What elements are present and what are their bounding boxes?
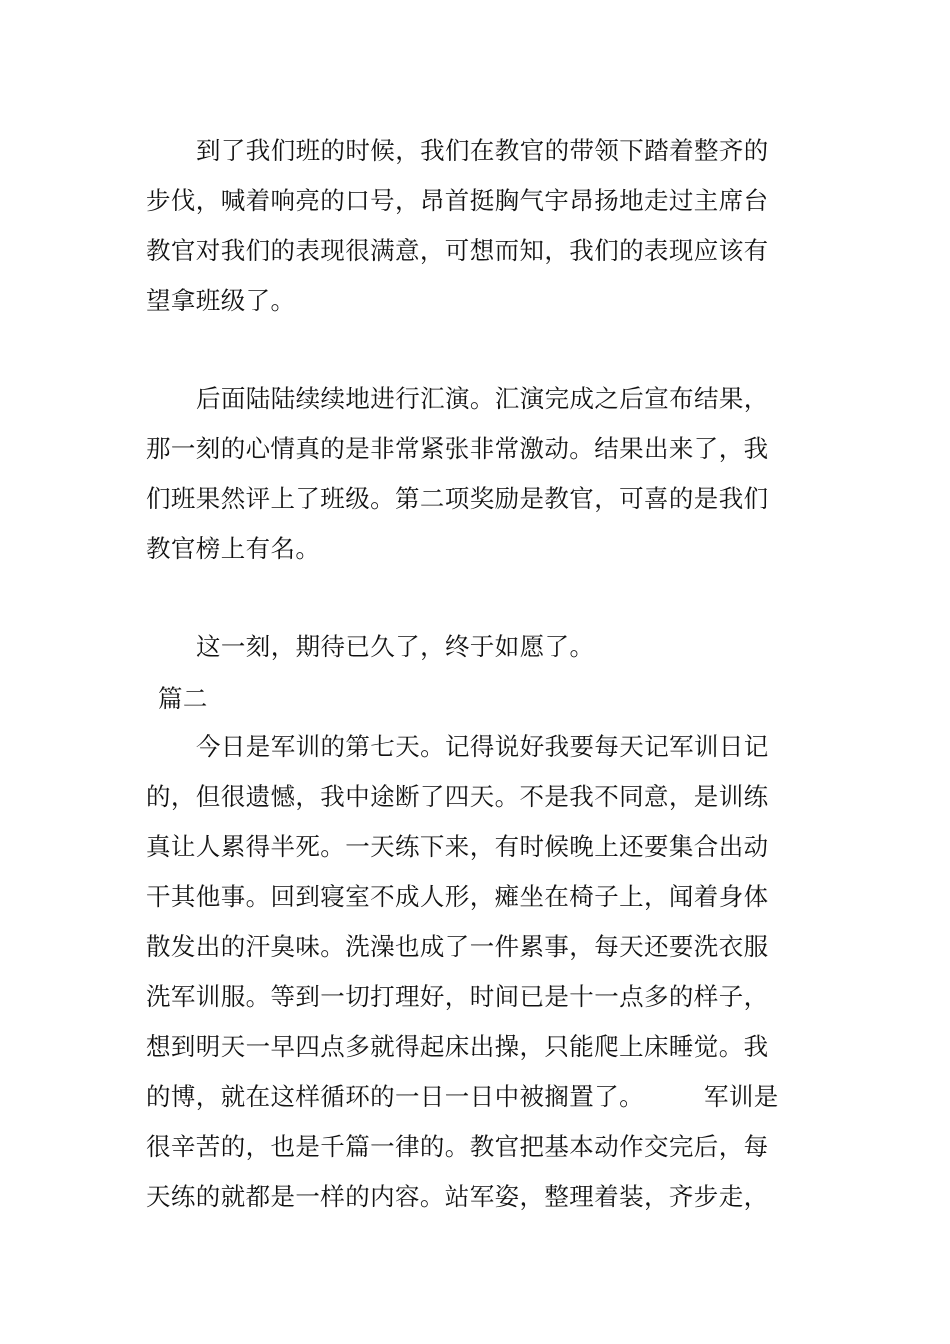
- section-two-line-8: [146, 1082, 806, 1112]
- section-two-line-7: 想到明天一早四点多就得起床出操，只能爬上床睡觉。我: [146, 1032, 769, 1061]
- section-two-line-9: 很辛苦的，也是千篇一律的。教官把基本动作交完后，每: [146, 1132, 769, 1161]
- paragraph-1-line-3: 教官对我们的表现很满意，可想而知，我们的表现应该有: [146, 236, 769, 265]
- paragraph-2-line-3: 们班果然评上了班级。第二项奖励是教官，可喜的是我们: [146, 484, 769, 513]
- section-two-line-6: 洗军训服。等到一切打理好，时间已是十一点多的样子，: [146, 982, 769, 1011]
- section-two-line-8-left: 的博，就在这样循环的一日一日中被搁置了。: [146, 1082, 644, 1111]
- section-two-line-8-right: 军训是: [704, 1082, 779, 1111]
- paragraph-1-line-2: 步伐，喊着响亮的口号，昂首挺胸气宇昂扬地走过主席台: [146, 186, 769, 215]
- paragraph-3-line-1: 这一刻，期待已久了，终于如愿了。: [196, 632, 595, 661]
- section-two-line-3: 真让人累得半死。一天练下来，有时候晚上还要集合出动: [146, 832, 769, 861]
- section-two-line-2: 的，但很遗憾，我中途断了四天。不是我不同意，是训练: [146, 782, 769, 811]
- paragraph-2-line-4: 教官榜上有名。: [146, 534, 321, 563]
- paragraph-2-line-1: 后面陆陆续续地进行汇演。汇演完成之后宣布结果，: [196, 384, 769, 413]
- section-two-line-5: 散发出的汗臭味。洗澡也成了一件累事，每天还要洗衣服: [146, 932, 769, 961]
- section-two-line-1: 今日是军训的第七天。记得说好我要每天记军训日记: [196, 732, 769, 761]
- paragraph-1-line-4: 望拿班级了。: [146, 286, 296, 315]
- paragraph-2-line-2: 那一刻的心情真的是非常紧张非常激动。结果出来了，我: [146, 434, 769, 463]
- section-two-line-4: 干其他事。回到寝室不成人形，瘫坐在椅子上，闻着身体: [146, 882, 769, 911]
- section-heading: 篇二: [158, 684, 208, 713]
- paragraph-1-line-1: 到了我们班的时候，我们在教官的带领下踏着整齐的: [196, 136, 769, 165]
- section-two-line-10: 天练的就都是一样的内容。站军姿，整理着装，齐步走，: [146, 1182, 769, 1211]
